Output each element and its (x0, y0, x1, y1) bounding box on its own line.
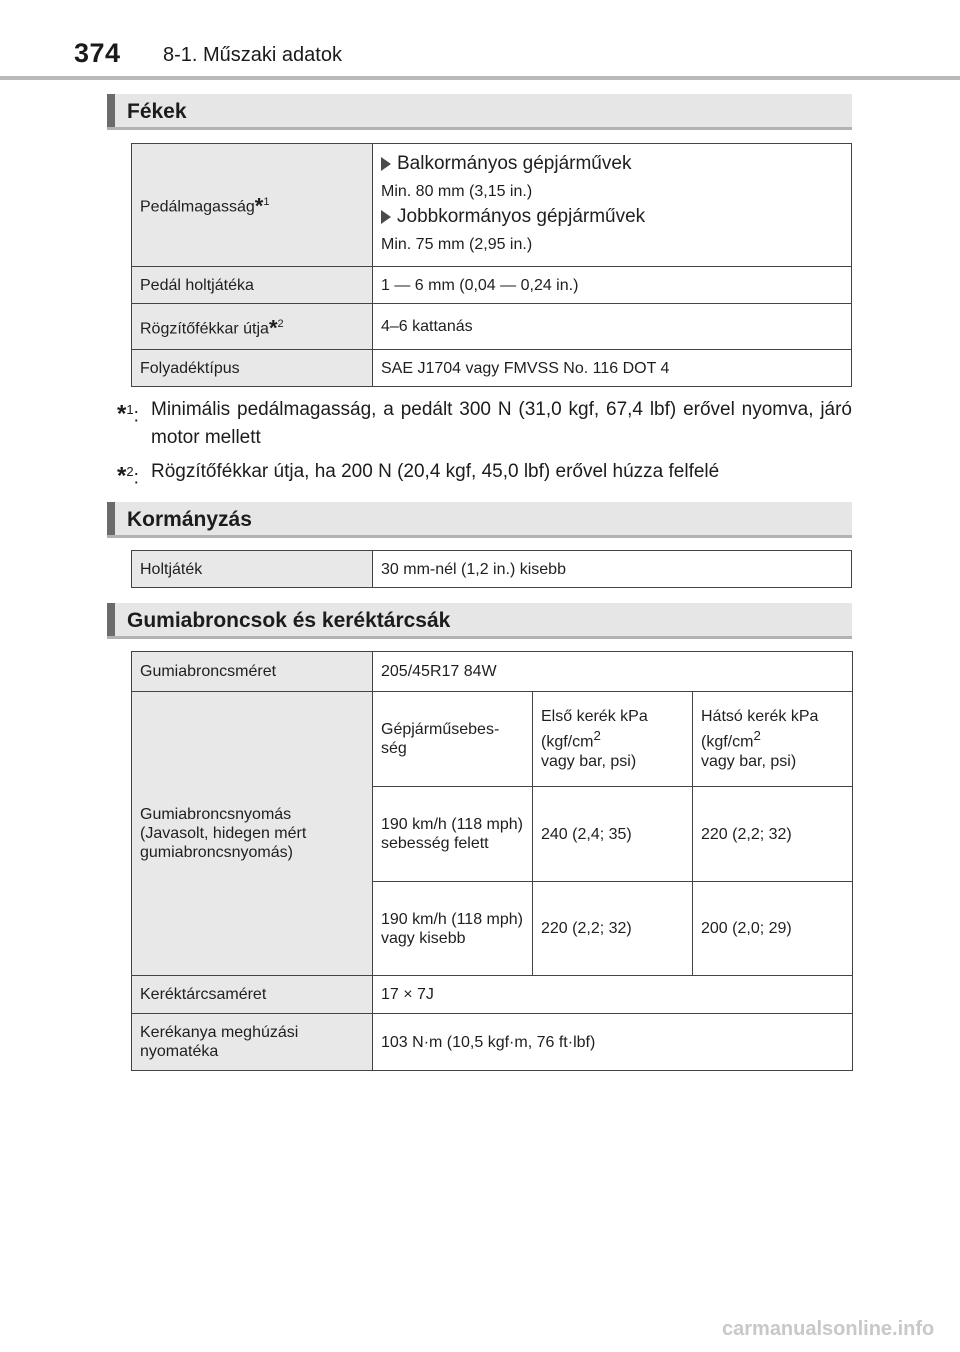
fluid-type-value: SAE J1704 vagy FMVSS No. 116 DOT 4 (373, 350, 852, 387)
rear-wheel-header: Hátsó kerék kPa ($kgf/cm^2$ vagy bar, psi) (693, 692, 853, 787)
section-title: Fékek (127, 100, 187, 123)
tire-size-value: 205/45R17 84W (373, 652, 853, 692)
fluid-type-label: Folyadéktípus (132, 350, 373, 387)
table-row (132, 267, 852, 304)
table-row (132, 976, 853, 1014)
section-heading-tires (107, 603, 852, 639)
footnote-star: * (117, 400, 127, 428)
free-play-label: Holtjáték (132, 551, 373, 588)
page-header (0, 0, 960, 80)
section-marker (107, 502, 115, 535)
pedal-play-label: Pedál holtjátéka (132, 267, 373, 304)
brakes-table (131, 143, 852, 387)
speed-cell: 190 km/h (118 mph) vagy kisebb (373, 882, 533, 976)
nut-torque-label: Kerékanya meghúzási nyomatéka (132, 1014, 373, 1071)
wheel-size-label: Keréktárcsaméret (132, 976, 373, 1014)
footnote-text: Minimális pedálmagasság, a pedált 300 N (31,0 kgf, 67,4 lbf) erővel nyomva, járó motor mellett (151, 399, 852, 448)
lhd-heading: Balkormányos gépjárművek (381, 152, 843, 176)
triangle-bullet-icon (381, 157, 391, 171)
section-marker (107, 603, 115, 636)
table-row (132, 1014, 853, 1071)
speed-header: Gépjárműsebes-ség (373, 692, 533, 787)
footnote-star: * (268, 315, 278, 341)
page-number: 374 (74, 38, 121, 68)
table-row (132, 692, 853, 787)
free-play-value: 30 mm-nél (1,2 in.) kisebb (373, 551, 852, 588)
table-row (132, 350, 852, 387)
rear-pressure-cell: 200 (2,0; 29) (693, 882, 853, 976)
parking-brake-label: Rögzítőfékkar útja*$^2$ (132, 304, 373, 350)
footnote-star: * (254, 193, 264, 219)
lhd-value: Min. 80 mm (3,15 in.) (381, 183, 533, 200)
chapter-title: 8-1. Műszaki adatok (163, 44, 342, 66)
section-heading-brakes (107, 94, 852, 130)
footnote-2: *$^2$: Rögzítőfékkar útja, ha 200 N (20,4 kgf, 45,0 lbf) erővel húzza felfelé (117, 458, 852, 486)
section-title: Gumiabroncsok és keréktárcsák (127, 609, 451, 632)
speed-cell: 190 km/h (118 mph) sebesség felett (373, 787, 533, 882)
watermark: carmanualsonline.info (722, 1318, 935, 1340)
footnote-1: *$^1$: Minimális pedálmagasság, a pedált 300 N (31,0 kgf, 67,4 lbf) erővel nyomva, járó motor mellett (117, 396, 852, 452)
table-row (132, 144, 852, 267)
table-row (132, 551, 852, 588)
triangle-bullet-icon (381, 210, 391, 224)
rear-pressure-cell: 220 (2,2; 32) (693, 787, 853, 882)
tire-pressure-label: Gumiabroncsnyomás (Javasolt, hidegen mért gumiabroncsnyomás) (132, 692, 373, 976)
tire-size-label: Gumiabroncsméret (132, 652, 373, 692)
front-pressure-cell: 220 (2,2; 32) (533, 882, 693, 976)
pedal-height-value (373, 144, 852, 267)
footnote-star: * (117, 462, 127, 490)
table-row (132, 652, 853, 692)
rhd-heading: Jobbkormányos gépjárművek (381, 205, 843, 229)
front-wheel-header: Első kerék kPa ($kgf/cm^2$ vagy bar, psi) (533, 692, 693, 787)
steering-table (131, 550, 852, 588)
header-rule (0, 76, 960, 80)
pedal-play-value: 1 — 6 mm (0,04 — 0,24 in.) (373, 267, 852, 304)
pedal-height-label: Pedálmagasság*$^1$ (132, 144, 373, 267)
table-row (132, 304, 852, 350)
tires-table (131, 651, 853, 1071)
footnote-text: Rögzítőfékkar útja, ha 200 N (20,4 kgf, 45,0 lbf) erővel húzza felfelé (151, 461, 720, 482)
parking-brake-value: 4–6 kattanás (373, 304, 852, 350)
section-heading-steering (107, 502, 852, 538)
front-pressure-cell: 240 (2,4; 35) (533, 787, 693, 882)
section-marker (107, 94, 115, 127)
section-title: Kormányzás (127, 508, 252, 531)
rhd-value: Min. 75 mm (2,95 in.) (381, 236, 533, 253)
nut-torque-value: 103 N·m (10,5 kgf·m, 76 ft·lbf) (373, 1014, 853, 1071)
wheel-size-value: 17 × 7J (373, 976, 853, 1014)
